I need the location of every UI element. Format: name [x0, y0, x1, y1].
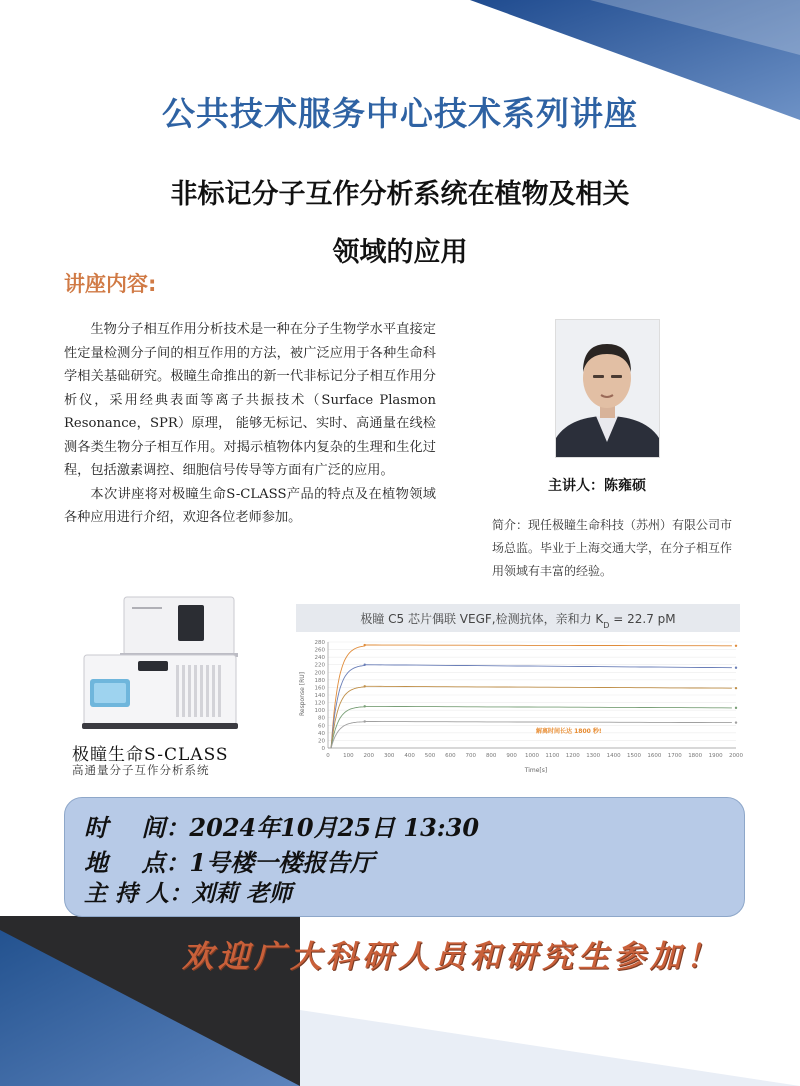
instrument-image: [80, 595, 240, 735]
chart-x-tick-label: 2000: [729, 753, 743, 759]
chart-series-marker: [364, 685, 366, 687]
event-place-value: 1号楼一楼报告厅: [189, 848, 375, 877]
chart-y-tick-label: 20: [318, 738, 325, 745]
chart-y-tick-label: 80: [318, 715, 325, 722]
chart-x-tick-label: 1800: [688, 753, 703, 759]
chart-y-tick-label: 160: [314, 685, 325, 692]
chart-x-tick-label: 500: [424, 753, 436, 759]
chart-series-marker: [735, 687, 737, 689]
speaker-bio: 简介：现任极瞳生命科技（苏州）有限公司市场总监。毕业于上海交通大学，在分子相互作用领域有丰富的经验。: [492, 518, 733, 578]
chart-x-tick-label: 600: [445, 753, 456, 759]
chart-series-line-3: [328, 686, 732, 748]
product-subtitle: 高通量分子互作分析系统: [72, 763, 210, 777]
chart-x-tick-label: 900: [506, 753, 517, 759]
event-host-value: 刘莉 老师: [192, 880, 293, 907]
chart-x-tick-label: 1500: [627, 753, 641, 759]
chart-axes: [315, 640, 744, 759]
chart-y-tick-label: 0: [321, 746, 325, 752]
event-place-row: [84, 843, 374, 878]
chart-y-tick-label: 140: [314, 693, 325, 699]
event-host-row: [84, 875, 292, 908]
chart-x-tick-label: 0: [326, 753, 330, 759]
chart-x-tick-label: 1400: [606, 753, 621, 759]
chart-y-tick-label: 40: [318, 730, 325, 737]
chart-x-tick-label: 800: [485, 753, 497, 759]
lecture-series-title: 公共技术服务中心技术系列讲座: [162, 94, 638, 133]
chart-y-tick-label: 280: [314, 640, 325, 646]
abstract-text: [64, 318, 436, 530]
chart-x-tick-label: 1000: [525, 753, 539, 759]
chart-x-axis-label: Time[s]: [524, 767, 548, 774]
chart-x-tick-label: 1900: [708, 753, 723, 759]
chart-x-tick-label: 1700: [667, 753, 682, 759]
chart-x-tick-label: 1100: [545, 753, 560, 759]
chart-x-tick-label: 300: [383, 753, 395, 759]
product-name: 极瞳生命S-CLASS: [72, 745, 229, 765]
chart-y-tick-label: 200: [314, 670, 325, 677]
speaker-name: 主讲人：陈雍硕: [548, 478, 646, 494]
chart-series-marker: [364, 705, 366, 707]
chart-title: 极瞳 C5 芯片偶联 VEGF,检测抗体，亲和力 $K_D = 22.7$ pM: [360, 612, 676, 630]
event-time-row: [84, 808, 479, 843]
chart-x-tick-label: 400: [404, 753, 415, 759]
event-time-value: 2024年10月25日 13:30: [189, 813, 480, 842]
abstract-paragraph-2: 本次讲座将对极瞳生命S-CLASS产品的特点及在植物领域各种应用进行介绍，欢迎各位老师参加。: [64, 486, 436, 525]
chart-series-line-4: [328, 706, 732, 748]
chart-y-axis-label: Response [RU]: [299, 672, 306, 716]
talk-title-line-1: 非标记分子互作分析系统在植物及相关: [170, 179, 630, 210]
chart-series-marker: [735, 667, 737, 669]
chart-series-marker: [735, 721, 737, 723]
chart-annotation: 解离时间长达 1800 秒!: [536, 728, 602, 735]
chart-x-tick-label: 1200: [565, 753, 580, 759]
chart-y-tick-label: 240: [314, 655, 325, 662]
chart-series-marker: [364, 720, 366, 722]
chart-y-tick-label: 120: [314, 700, 325, 707]
event-time-label: 时 间：: [84, 813, 190, 842]
chart-y-tick-label: 180: [314, 677, 325, 684]
event-host-label: 主 持 人：: [84, 880, 193, 907]
chart-series-marker: [364, 664, 366, 666]
chart-grid: [328, 642, 736, 748]
sensorgram-chart: [296, 604, 743, 774]
talk-title-line-2: 领域的应用: [332, 237, 468, 268]
chart-series-line-1: [328, 645, 732, 748]
chart-x-tick-label: 200: [363, 753, 375, 759]
chart-y-tick-label: 220: [314, 662, 325, 669]
chart-x-tick-label: 100: [343, 753, 354, 759]
chart-y-tick-label: 260: [314, 647, 325, 654]
chart-y-tick-label: 100: [314, 708, 325, 715]
chart-series-marker: [735, 645, 737, 647]
chart-x-tick-label: 1300: [586, 753, 601, 759]
speaker-photo: [555, 319, 660, 458]
chart-x-tick-label: 1600: [647, 753, 662, 759]
lecture-content-heading: 讲座内容:: [64, 272, 157, 296]
abstract-paragraph-1: 生物分子相互作用分析技术是一种在分子生物学水平直接定性定量检测分子间的相互作用的方法，被广泛应用于各种生命科学相关基础研究。极瞳生命推出的新一代非标记分子相互作用分析仪，采用经典表面等离子共振技术（Surface Plasmon Resonance，SPR）原理， 能够无标记、实时、高通量在线检测各类生物分子相互作用。对揭示植物体内复杂的生理和生化过程，包括激素调控、细胞信号传导等方面有广泛的应用。: [64, 322, 436, 478]
chart-series-marker: [364, 644, 366, 646]
chart-x-tick-label: 700: [465, 753, 477, 759]
chart-y-tick-label: 60: [318, 723, 325, 730]
speaker-portrait-icon: [556, 320, 659, 457]
event-place-label: 地 点：: [84, 848, 190, 877]
chart-series-group: [328, 644, 737, 748]
chart-series-marker: [735, 707, 737, 709]
welcome-banner: 欢迎广大科研人员和研究生参加！: [182, 939, 722, 975]
